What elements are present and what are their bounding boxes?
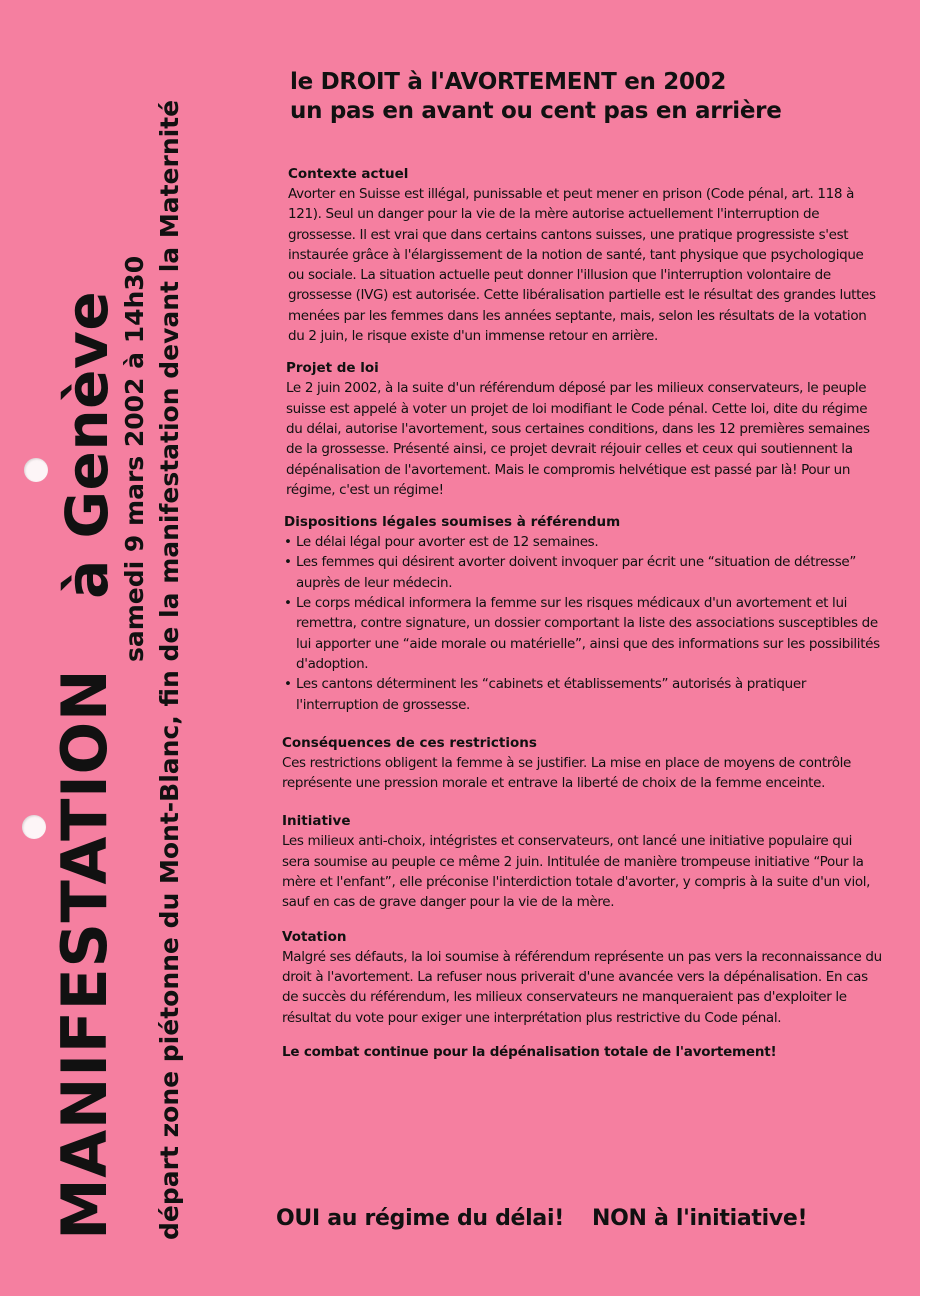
list-item: • Le corps médical informera la femme sur les risques médicaux d'un avortement et lui remettra, contre signature, un dossier comportant la liste des associations susceptibles de lui apporter une “aide morale ou matérielle”, ainsi que des informations sur les possibilités d'adoption. [284,593,882,674]
dispositions-list [284,532,882,715]
event-banner [40,60,121,1240]
page-title [290,68,882,126]
closing-statement: Le combat continue pour la dépénalisation totale de l'avortement! [282,1043,777,1060]
list-item: • Les cantons déterminent les “cabinets et établissements” autorisés à pratiquer l'interruption de grossesse. [284,674,882,715]
main-content [282,68,882,1062]
title-part: DROIT [320,69,400,95]
title-part: le [290,69,321,95]
vertical-header [40,60,186,1240]
section-heading: Projet de loi [286,360,379,377]
section-body: Les milieux anti-choix, intégristes et conservateurs, ont lancé une initiative populaire qui sera soumise au peuple ce même 2 juin. Intitulée de manière trompeuse initiative “Pour la mère et l'enfant”, elle préconise l'interdiction totale d'avorter, y compris à la suite d'un viol, sauf en cas de grave danger pour la vie de la mère. [282,833,871,911]
section-body: Malgré ses défauts, la loi soumise à référendum représente un pas vers la reconnaissance du droit à l'avortement. La refuser nous priverait d'une avancée vers la dépénalisation. En cas de succès du référendum, les milieux conservateurs ne manqueraient pas d'exploiter le résultat du vote pour exiger une interprétation plus restrictive du Code pénal. [282,948,882,1026]
final-slogan [276,1206,807,1231]
section-contexte [282,164,882,346]
title-part: en 2002 [616,69,727,95]
title-line-2: un pas en avant ou cent pas en arrière [290,98,782,124]
section-initiative [282,811,882,912]
city-heading: à Genève [53,290,121,599]
section-projet [282,358,882,500]
list-item: • Les femmes qui désirent avorter doivent invoquer par écrit une “situation de détresse” auprès de leur médecin. [284,552,882,593]
title-part: à l' [399,69,445,95]
title-line-1 [290,68,882,97]
section-heading: Votation [282,928,347,945]
section-consequences [282,733,882,794]
paper-edge [920,0,932,1296]
list-item: • Le délai légal pour avorter est de 12 semaines. [284,532,882,552]
event-date: samedi 9 mars 2002 à 14h30 [119,255,149,662]
section-dispositions [282,512,882,715]
title-part: AVORTEMENT [444,69,617,95]
manifestation-heading: MANIFESTATION [48,668,121,1240]
section-heading: Conséquences de ces restrictions [282,734,537,751]
section-heading: Initiative [282,813,351,830]
section-votation [282,927,882,1028]
section-body: Le 2 juin 2002, à la suite d'un référendum déposé par les milieux conservateurs, le peuple suisse est appelé à voter un projet de loi modifiant le Code pénal. Cette loi, dite du régime du délai, autorise l'avortement, sous certaines conditions, dans les 12 premières semaines de la grossesse. Présenté ainsi, ce projet devrait réjouir celles et ceux qui soutiennent la dépénalisation de l'avortement. Mais le compromis helvétique est passé par là! Pour un régime, c'est un régime! [286,380,870,498]
slogan-non: NON à l'initiative! [591,1206,808,1231]
section-heading: Contexte actuel [288,166,409,182]
slogan-oui: OUI au régime du délai! [276,1206,564,1231]
event-route: départ zone piétonne du Mont-Blanc, fin de la manifestation devant la Maternité [154,99,184,1240]
section-heading: Dispositions légales soumises à référendum [284,514,621,531]
section-body: Avorter en Suisse est illégal, punissable et peut mener en prison (Code pénal, art. 118 à 121). Seul un danger pour la vie de la mère autorise actuellement l'interruption de grossesse. Il est vrai que dans certains cantons suisses, une pratique progressiste s'est instaurée grâce à l'élargissement de la notion de santé, tant physique que psychologique ou sociale. La situation actuelle peut donner l'illusion que l'interruption volontaire de grossesse (IVG) est autorisée. Cette libéralisation partielle est le résultat des grandes luttes menées par les femmes dans les années septante, mais, selon les résultats de la votation du 2 juin, le risque existe d'un immense retour en arrière. [288,186,876,345]
section-body: Ces restrictions obligent la femme à se justifier. La mise en place de moyens de contrôle représente une pression morale et entrave la liberté de choix de la femme enceinte. [282,754,852,792]
